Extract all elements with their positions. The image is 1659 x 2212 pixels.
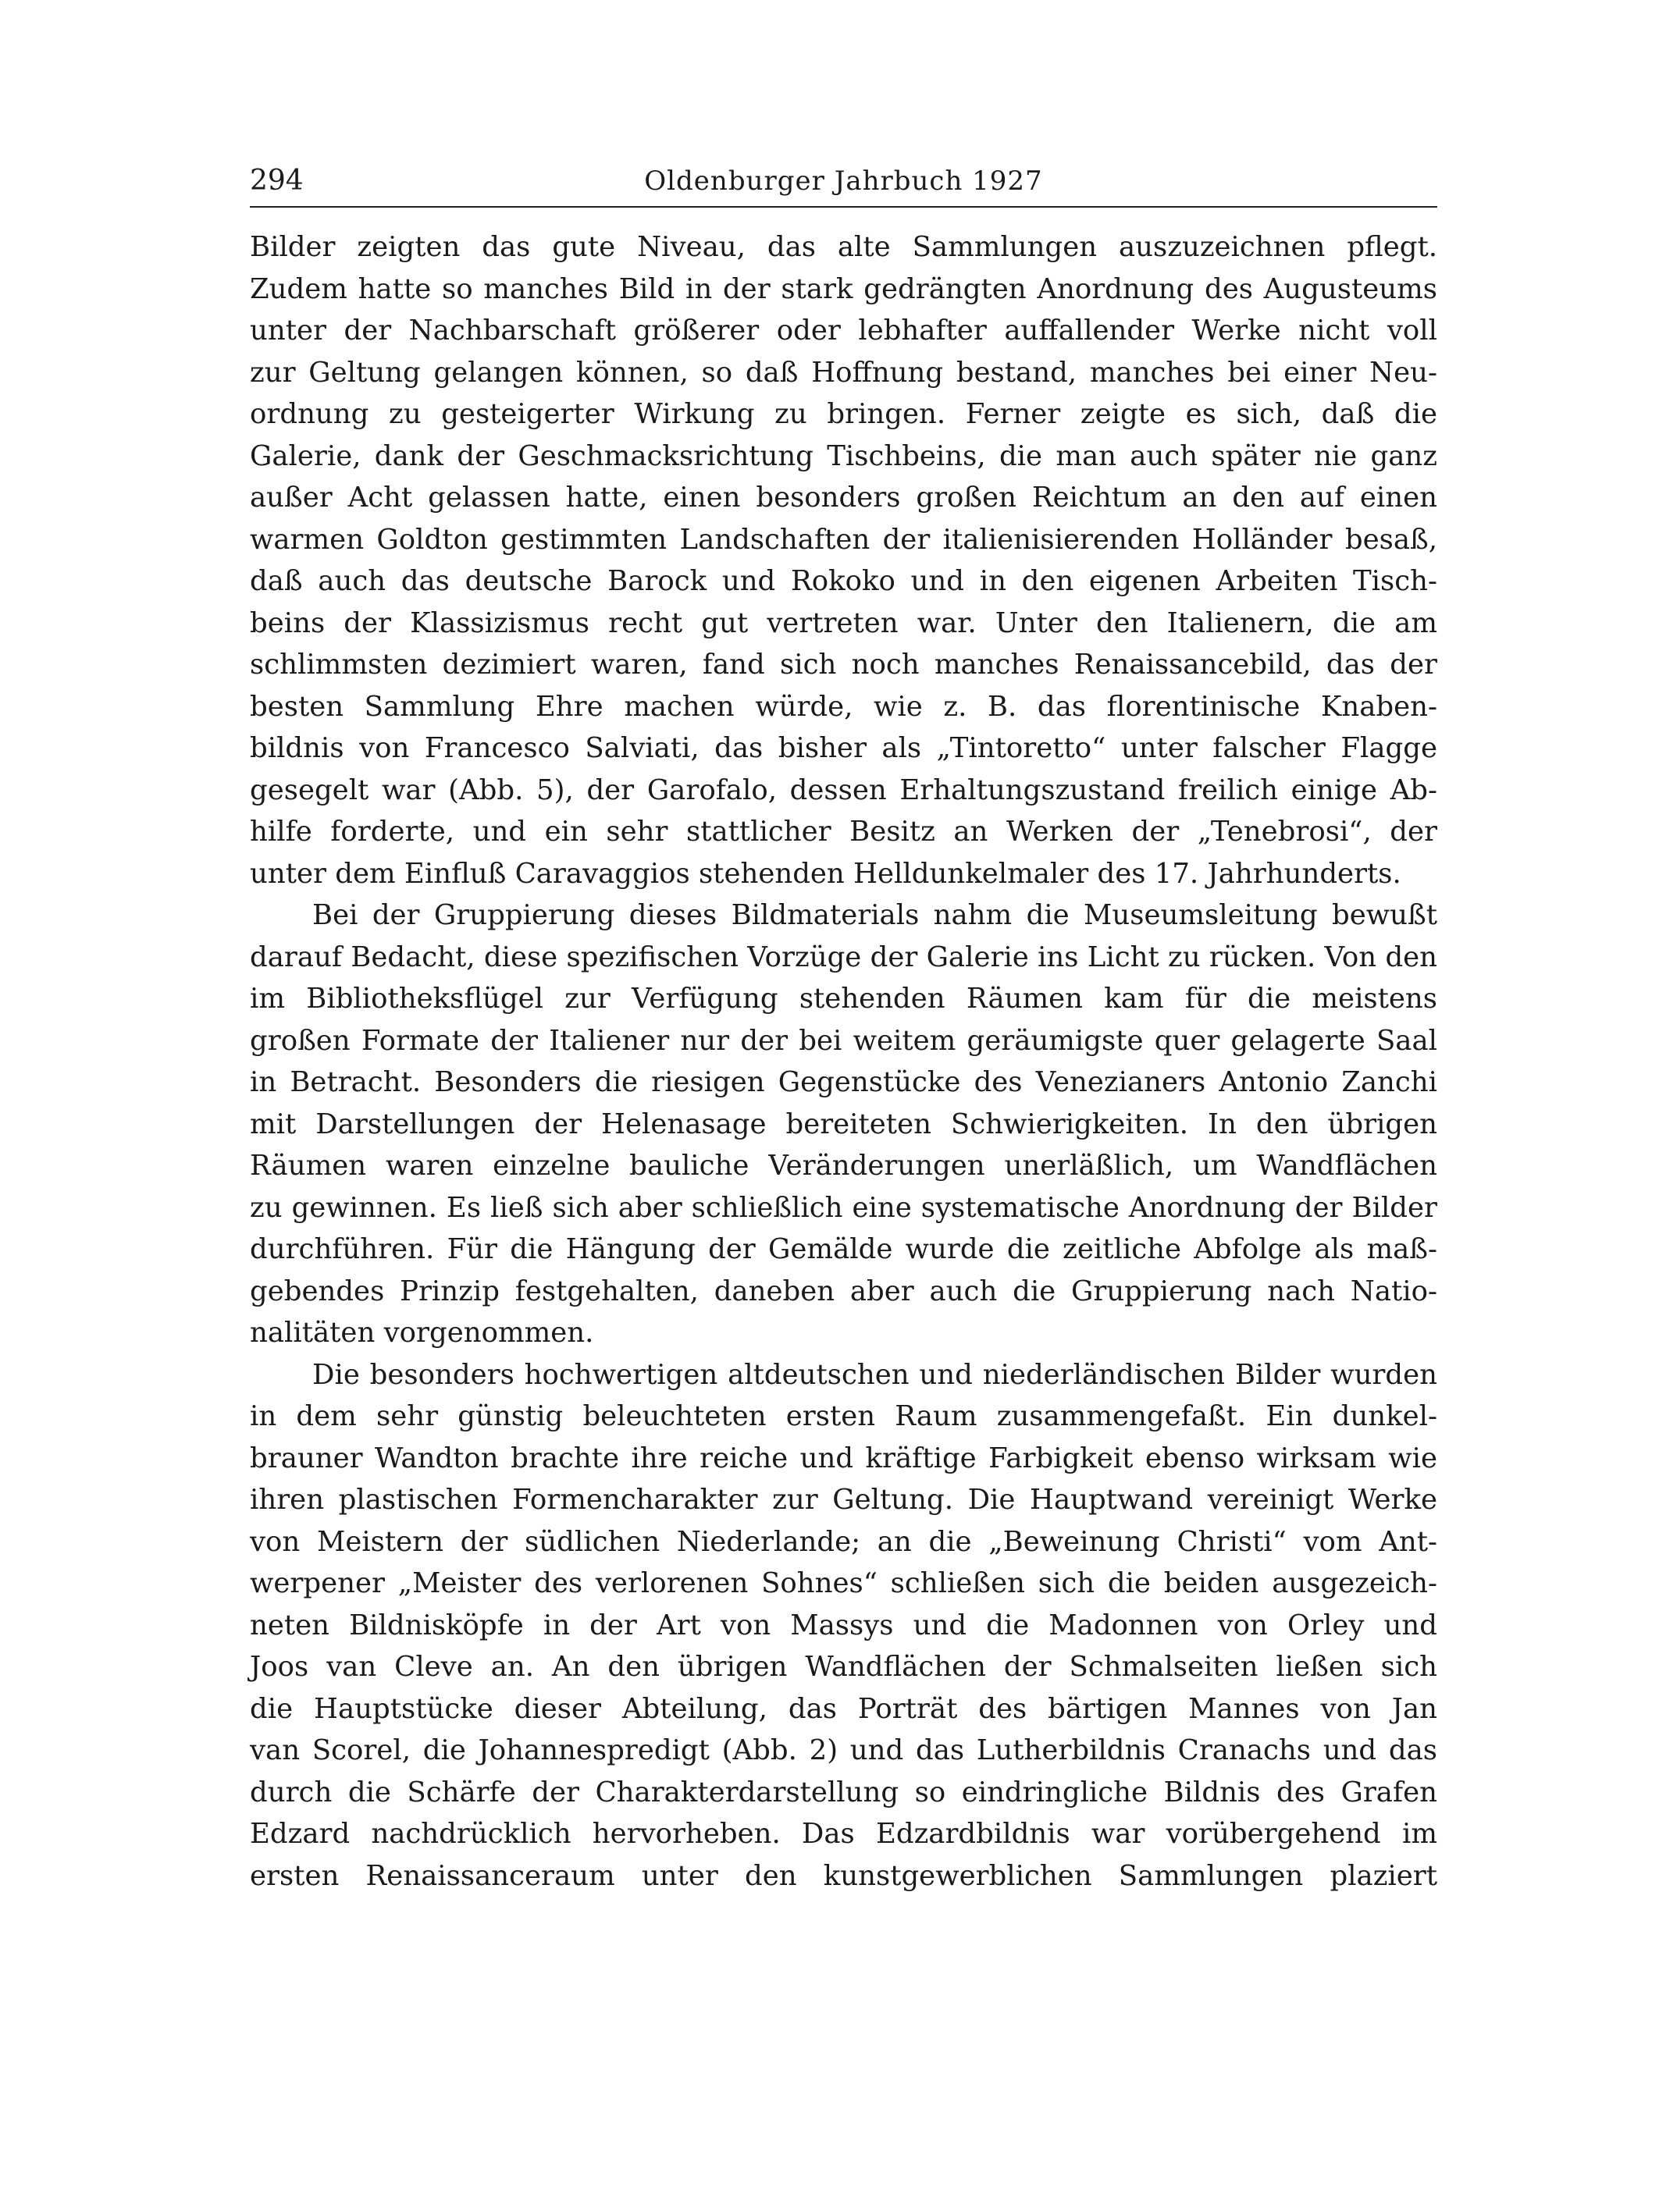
text-line: brauner Wandton brachte ihre reiche und kräftige Farbigkeit ebenso wirksam wie bbox=[250, 1442, 1437, 1474]
page-number: 294 bbox=[250, 165, 304, 197]
text-line: großen Formate der Italiener nur der bei weitem geräumigste quer gelagerte Saal bbox=[250, 1024, 1437, 1057]
text-line: ersten Renaissanceraum unter den kunstgewerblichen Sammlungen plaziert bbox=[250, 1859, 1437, 1892]
text-line: besten Sammlung Ehre machen würde, wie z. B. das florentinische Knaben- bbox=[250, 690, 1437, 723]
paragraph bbox=[250, 1354, 1437, 1897]
text-line: Edzard nachdrücklich hervorheben. Das Edzardbildnis war vorübergehend im bbox=[250, 1818, 1437, 1850]
text-line: unter dem Einfluß Caravaggios stehenden Helldunkelmaler des 17. Jahrhunderts. bbox=[250, 857, 1401, 890]
text-line: Die besonders hochwertigen altdeutschen und niederländischen Bilder wurden bbox=[312, 1358, 1437, 1391]
page-header bbox=[250, 162, 1437, 208]
text-line: zur Geltung gelangen können, so daß Hoffnung bestand, manches bei einer Neu- bbox=[250, 356, 1437, 389]
body-text bbox=[250, 226, 1437, 1897]
text-line: in dem sehr günstig beleuchteten ersten Raum zusammengefaßt. Ein dunkel- bbox=[250, 1400, 1437, 1432]
text-line: werpener „Meister des verlorenen Sohnes“ schließen sich die beiden ausgezeich- bbox=[250, 1567, 1437, 1599]
text-line: in Betracht. Besonders die riesigen Gegenstücke des Venezianers Antonio Zanchi bbox=[250, 1066, 1437, 1098]
text-line: beins der Klassizismus recht gut vertreten war. Unter den Italienern, die am bbox=[250, 606, 1437, 639]
running-title: Oldenburger Jahrbuch 1927 bbox=[644, 165, 1043, 197]
text-line: gebendes Prinzip festgehalten, daneben aber auch die Gruppierung nach Natio- bbox=[250, 1275, 1437, 1307]
text-line: die Hauptstücke dieser Abteilung, das Porträt des bärtigen Mannes von Jan bbox=[250, 1692, 1437, 1725]
text-line: zu gewinnen. Es ließ sich aber schließlich eine systematische Anordnung der Bilder bbox=[250, 1191, 1437, 1224]
text-line: Galerie, dank der Geschmacksrichtung Tischbeins, die man auch später nie ganz bbox=[250, 439, 1437, 472]
text-line: unter der Nachbarschaft größerer oder lebhafter auffallender Werke nicht voll bbox=[250, 315, 1437, 347]
text-line: von Meistern der südlichen Niederlande; an die „Beweinung Christi“ vom Ant- bbox=[250, 1525, 1437, 1558]
text-line: bildnis von Francesco Salviati, das bisher als „Tintoretto“ unter falscher Flagge bbox=[250, 732, 1437, 764]
text-line: Bei der Gruppierung dieses Bildmaterials nahm die Museumsleitung bewußt bbox=[312, 899, 1437, 931]
text-line: Räumen waren einzelne bauliche Veränderungen unerläßlich, um Wandflächen bbox=[250, 1150, 1437, 1182]
text-line: gesegelt war (Abb. 5), der Garofalo, dessen Erhaltungszustand freilich einige Ab- bbox=[250, 773, 1437, 806]
text-line: warmen Goldton gestimmten Landschaften der italienisierenden Holländer besaß, bbox=[250, 523, 1437, 556]
text-line: daß auch das deutsche Barock und Rokoko und in den eigenen Arbeiten Tisch- bbox=[250, 565, 1437, 597]
paragraph bbox=[250, 894, 1437, 1354]
text-line: außer Acht gelassen hatte, einen besonders großen Reichtum an den auf einen bbox=[250, 482, 1437, 514]
text-line: mit Darstellungen der Helenasage bereiteten Schwierigkeiten. In den übrigen bbox=[250, 1108, 1437, 1140]
text-line: nalitäten vorgenommen. bbox=[250, 1317, 594, 1349]
text-line: neten Bildnisköpfe in der Art von Massys und die Madonnen von Orley und bbox=[250, 1609, 1437, 1641]
text-line: ordnung zu gesteigerter Wirkung zu bringen. Ferner zeigte es sich, daß die bbox=[250, 398, 1437, 430]
text-line: schlimmsten dezimiert waren, fand sich noch manches Renaissancebild, das der bbox=[250, 649, 1437, 681]
text-line: durchführen. Für die Hängung der Gemälde wurde die zeitliche Abfolge als maß- bbox=[250, 1233, 1437, 1265]
text-line: hilfe forderte, und ein sehr stattlicher Besitz an Werken der „Tenebrosi“, der bbox=[250, 816, 1437, 848]
text-line: Bilder zeigten das gute Niveau, das alte Sammlungen auszuzeichnen pflegt. bbox=[250, 231, 1437, 263]
text-line: durch die Schärfe der Charakterdarstellung so eindringliche Bildnis des Grafen bbox=[250, 1776, 1437, 1808]
paragraph bbox=[250, 226, 1437, 894]
text-line: van Scorel, die Johannespredigt (Abb. 2) und das Lutherbildnis Cranachs und das bbox=[250, 1734, 1437, 1766]
text-line: Zudem hatte so manches Bild in der stark gedrängten Anordnung des Augusteums bbox=[250, 272, 1437, 305]
text-line: Joos van Cleve an. An den übrigen Wandflächen der Schmalseiten ließen sich bbox=[250, 1651, 1437, 1683]
text-line: im Bibliotheksflügel zur Verfügung stehenden Räumen kam für die meistens bbox=[250, 983, 1437, 1015]
text-line: darauf Bedacht, diese spezifischen Vorzüge der Galerie ins Licht zu rücken. Von den bbox=[250, 941, 1438, 973]
text-line: ihren plastischen Formencharakter zur Geltung. Die Hauptwand vereinigt Werke bbox=[250, 1484, 1437, 1516]
